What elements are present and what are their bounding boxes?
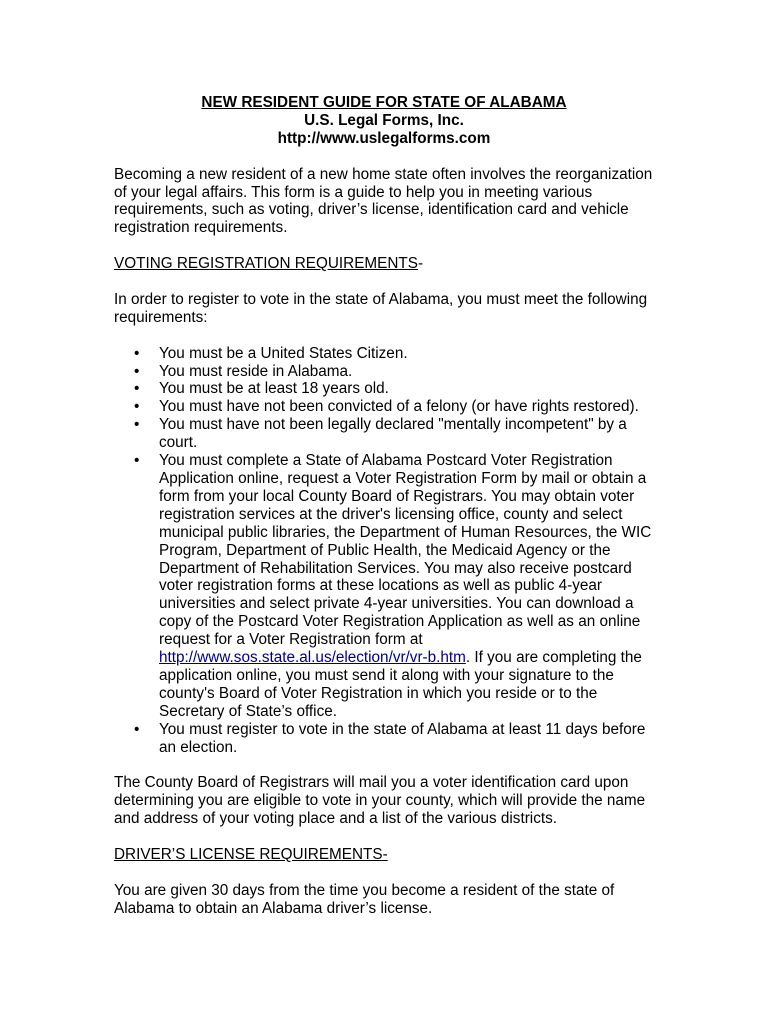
- bullet-icon: •: [134, 380, 140, 398]
- bullet-icon: •: [134, 452, 140, 470]
- text-line: universities and select private 4-year universities. You can download a: [159, 595, 634, 613]
- requirement-item: [114, 345, 654, 363]
- voting-heading-text: VOTING REGISTRATION REQUIREMENTS: [114, 255, 418, 273]
- text-line: requirements:: [114, 308, 208, 326]
- voting-heading-suffix: -: [417, 255, 424, 273]
- bullet-icon: •: [134, 416, 140, 434]
- text-line: You must reside in Alabama.: [159, 362, 353, 380]
- document-title: NEW RESIDENT GUIDE FOR STATE OF ALABAMA: [201, 94, 567, 111]
- requirement-item: [114, 398, 654, 416]
- text-line: You must be a United States Citizen.: [159, 344, 408, 362]
- text-line: The County Board of Registrars will mail you a voter identification card upon: [114, 774, 629, 792]
- text-line: form from your local County Board of Registrars. You may obtain voter: [159, 487, 635, 505]
- text-line: Becoming a new resident of a new home state often involves the reorganization: [114, 165, 653, 183]
- text-line: determining you are eligible to vote in your county, which will provide the name: [114, 792, 646, 810]
- voting-intro-paragraph: [114, 291, 654, 327]
- text-line: You must have not been convicted of a felony (or have rights restored).: [159, 398, 639, 416]
- text-line: You must have not been legally declared "mentally incompetent" by a: [159, 416, 627, 434]
- bullet-icon: •: [134, 362, 140, 380]
- requirement-item: [114, 380, 654, 398]
- requirement-item: [114, 721, 654, 757]
- drivers-license-paragraph: [114, 882, 654, 918]
- bullet-icon: •: [134, 344, 140, 362]
- text-line: registration requirements.: [114, 219, 288, 237]
- text-line: request for a Voter Registration form at: [159, 631, 423, 649]
- text-line: You must register to vote in the state of Alabama at least 11 days before: [159, 720, 646, 738]
- text-line: In order to register to vote in the state of Alabama, you must meet the following: [114, 290, 648, 308]
- text-line: You must be at least 18 years old.: [159, 380, 389, 398]
- text-line: an election.: [159, 738, 238, 756]
- requirement-item: [114, 363, 654, 381]
- text-line: application online, you must send it along with your signature to the: [159, 666, 614, 684]
- text-line: You must complete a State of Alabama Postcard Voter Registration: [159, 452, 613, 470]
- text-line: county's Board of Voter Registration in which you reside or to the: [159, 684, 598, 702]
- requirement-item: [114, 416, 654, 452]
- text-line: requirements, such as voting, driver’s license, identification card and vehicle: [114, 201, 629, 219]
- company-name: U.S. Legal Forms, Inc.: [304, 111, 464, 129]
- document-page: [114, 94, 654, 918]
- voting-requirements-list: [114, 345, 654, 757]
- voter-registration-link[interactable]: http://www.sos.state.al.us/election/vr/vr-b.htm: [159, 649, 466, 667]
- voting-closing-paragraph: [114, 774, 654, 828]
- link-line: [159, 649, 654, 667]
- text-fragment: . If you are completing the: [465, 649, 642, 667]
- text-line: copy of the Postcard Voter Registration Application as well as an online: [159, 613, 641, 631]
- requirement-item: [114, 452, 654, 721]
- text-line: You are given 30 days from the time you become a resident of the state of: [114, 881, 615, 899]
- drivers-license-heading: DRIVER’S LICENSE REQUIREMENTS-: [114, 845, 388, 863]
- bullet-icon: •: [134, 720, 140, 738]
- company-website: http://www.uslegalforms.com: [277, 129, 491, 147]
- text-line: Application online, request a Voter Registration Form by mail or obtain a: [159, 469, 647, 487]
- text-line: municipal public libraries, the Department of Human Resources, the WIC: [159, 523, 652, 541]
- text-line: Department of Rehabilitation Services. You may also receive postcard: [159, 559, 632, 577]
- bullet-icon: •: [134, 398, 140, 416]
- voting-heading: [114, 255, 654, 273]
- text-line: court.: [159, 434, 198, 452]
- text-line: Program, Department of Public Health, the Medicaid Agency or the: [159, 541, 611, 559]
- text-line: and address of your voting place and a list of the various districts.: [114, 810, 557, 828]
- text-line: Secretary of State’s office.: [159, 702, 337, 720]
- text-line: of your legal affairs. This form is a guide to help you in meeting various: [114, 183, 593, 201]
- intro-paragraph: [114, 166, 654, 238]
- text-line: registration services at the driver's licensing office, county and select: [159, 505, 623, 523]
- text-line: voter registration forms at these locations as well as public 4-year: [159, 577, 602, 595]
- text-line: Alabama to obtain an Alabama driver’s license.: [114, 899, 433, 917]
